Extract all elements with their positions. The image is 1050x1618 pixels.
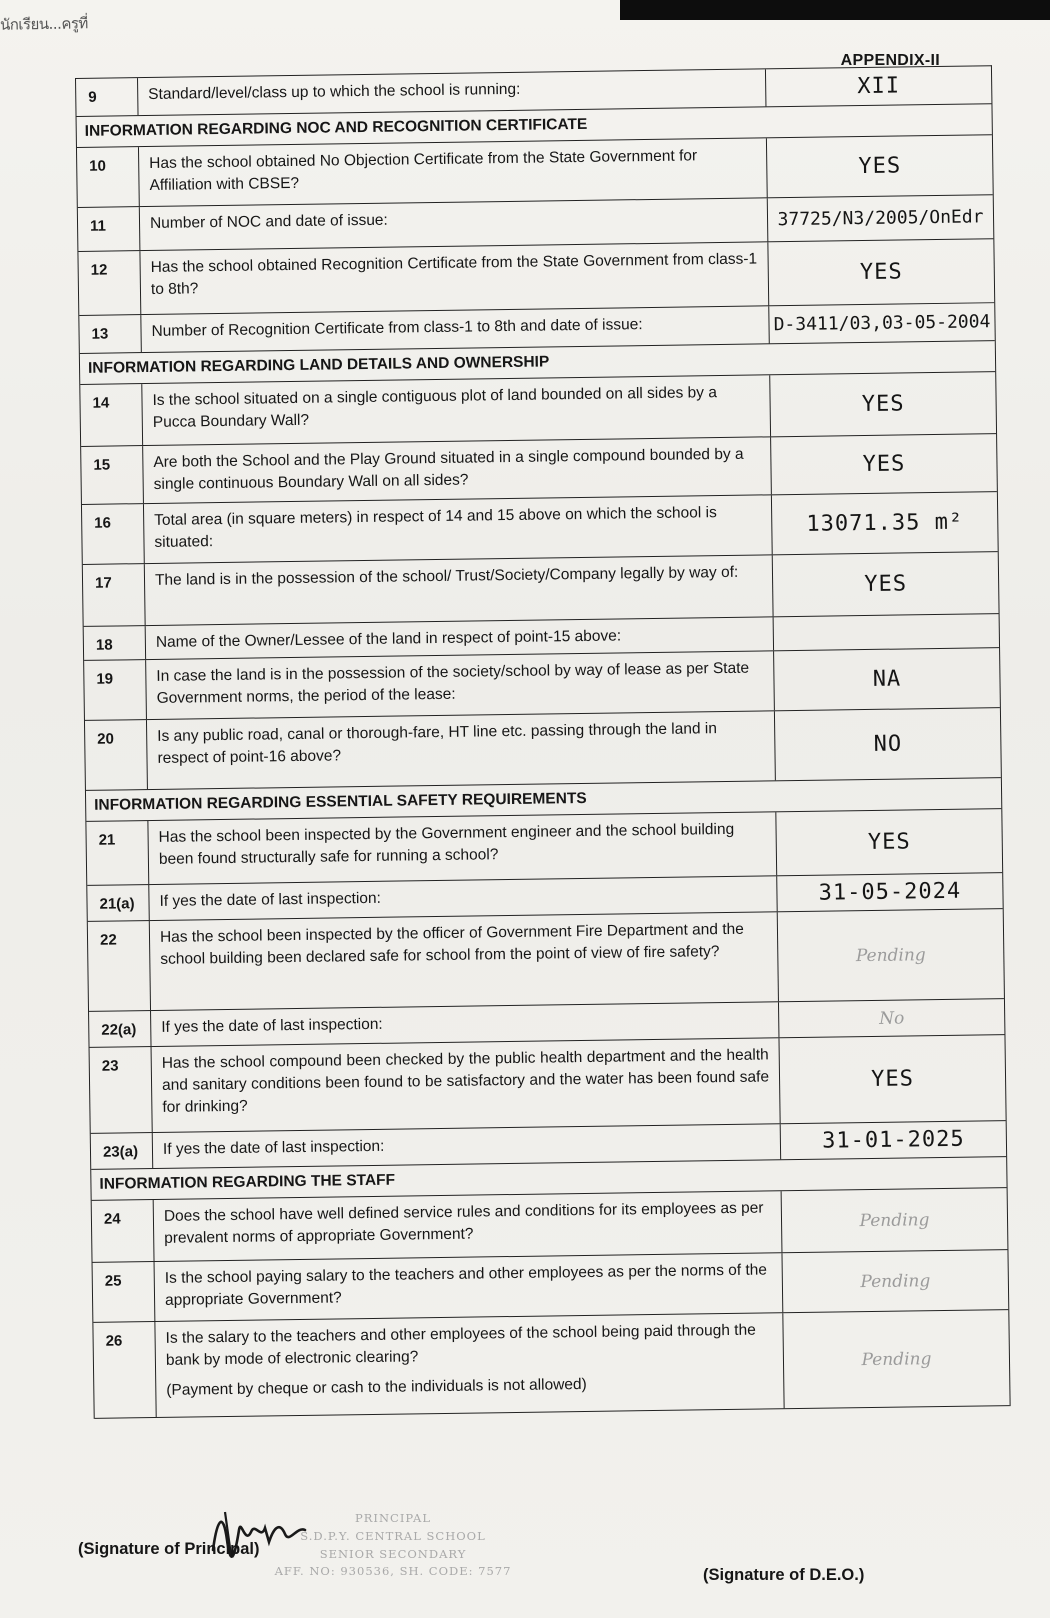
question-text: Is the school situated on a single contiguous plot of land bounded on all sides by a Pucca Boundary Wall?: [152, 384, 717, 431]
answer-cell: [774, 614, 999, 650]
row-number: 16: [82, 504, 145, 564]
stamp-line: SENIOR SECONDARY: [319, 1546, 467, 1561]
question-cell: [148, 812, 777, 884]
row-number: 17: [83, 564, 146, 626]
section-heading: INFORMATION REGARDING ESSENTIAL SAFETY REQUIREMENTS: [86, 778, 1001, 822]
table-row: [90, 1035, 1006, 1134]
question-text: Has the school been inspected by the officer of Government Fire Department and the school building been declared safe for school from the point of view of fire safety?: [159, 920, 744, 968]
answer-cell: Pending: [855, 944, 926, 966]
row-number: 13: [79, 315, 142, 353]
question-text: Has the school obtained No Objection Certificate from the State Government for Affiliation with CBSE?: [149, 147, 698, 194]
question-text: Number of Recognition Certificate from class-1 to 8th and date of issue:: [151, 316, 643, 340]
answer-cell: Pending: [860, 1270, 931, 1292]
answer-cell: NA: [872, 666, 902, 692]
answer-cell: Pending: [861, 1348, 932, 1370]
stamp-line: S.D.P.Y. CENTRAL SCHOOL: [300, 1528, 486, 1543]
section-heading: INFORMATION REGARDING THE STAFF: [91, 1157, 1006, 1201]
answer-cell: YES: [861, 391, 905, 418]
question-cell: [143, 437, 772, 503]
question-text: Total area (in square meters) in respect of 14 and 15 above on which the school is situated:: [154, 504, 717, 551]
question-text: If yes the date of last inspection:: [161, 1015, 383, 1036]
question-cell: [154, 1191, 783, 1261]
question-text: Are both the School and the Play Ground situated in a single compound bounded by a single continuous Boundary Wall on all sides?: [153, 445, 744, 493]
row-number: 19: [84, 660, 147, 720]
question-text: Has the school compound been checked by the public health department and the health and sanitary conditions been found to be satisfactory and the water has been found safe for drinking?: [161, 1046, 770, 1116]
principal-signature-label: (Signature of Principal): [78, 1540, 260, 1558]
table-row: [88, 909, 1004, 1012]
section-heading: INFORMATION REGARDING NOC AND RECOGNITION CERTIFICATE: [77, 104, 992, 148]
row-number: 21: [86, 821, 149, 885]
row-number: 22: [88, 921, 151, 1011]
table-row: [93, 1310, 1009, 1419]
question-cell: [140, 242, 769, 314]
row-number: 12: [78, 251, 141, 315]
answer-cell: 31-01-2025: [822, 1126, 965, 1154]
question-cell: [150, 912, 779, 1010]
row-number: 9: [76, 78, 139, 116]
answer-cell: YES: [867, 829, 911, 856]
question-text: Has the school been inspected by the Government engineer and the school building been found structurally safe for running a school?: [158, 820, 735, 868]
answer-cell: 37725/N3/2005/OnEdr: [777, 206, 984, 231]
row-number: 15: [81, 446, 144, 504]
question-text: The land is in the possession of the school/ Trust/Society/Company legally by way of:: [154, 563, 739, 589]
question-cell: [146, 651, 775, 719]
information-table: [75, 65, 1011, 1419]
row-number: 14: [80, 384, 143, 446]
question-text: Does the school have well defined service rules and conditions for its employees as per prevalent norms of appropriate Government?: [163, 1199, 764, 1247]
answer-cell: YES: [871, 1066, 915, 1092]
row-number: 26: [93, 1322, 156, 1418]
scan-edge-shadow: [620, 0, 1050, 20]
question-text: Is any public road, canal or thorough-fare, HT line etc. passing through the land in respect of point-16 above?: [157, 720, 718, 767]
row-number: 20: [85, 720, 148, 790]
question-text: Is the school paying salary to the teachers and other employees as per the norms of the appropriate Government?: [164, 1261, 768, 1309]
question-cell: [145, 555, 774, 625]
section-heading: INFORMATION REGARDING LAND DETAILS AND OWNERSHIP: [80, 341, 995, 385]
question-cell: [155, 1253, 784, 1321]
answer-cell: XII: [857, 73, 901, 100]
stamp-line: PRINCIPAL: [355, 1511, 431, 1525]
answer-cell: 31-05-2024: [818, 878, 962, 906]
row-number: 25: [93, 1262, 156, 1322]
question-cell: [147, 711, 776, 789]
row-number: 11: [78, 207, 141, 251]
question-cell: [144, 495, 773, 563]
question-text: If yes the date of last inspection:: [162, 1137, 385, 1158]
row-number: 10: [77, 147, 140, 207]
row-number: 18: [84, 626, 146, 660]
question-cell: [139, 138, 768, 206]
row-number: 22(a): [89, 1011, 151, 1047]
row-number: 23(a): [91, 1133, 153, 1169]
answer-cell: 13071.35 m²: [806, 509, 964, 537]
question-note: (Payment by cheque or cash to the individuals is not allowed): [166, 1375, 587, 1399]
row-number: 21(a): [87, 885, 149, 921]
answer-cell: YES: [864, 571, 908, 598]
question-text: Is the salary to the teachers and other employees of the school being paid through the bank by mode of electronic clearing?: [165, 1321, 756, 1369]
corner-handwritten-note: นักเรียน...ครูที่: [0, 14, 89, 34]
question-cell: [142, 375, 771, 445]
question-text: In case the land is in the possession of the society/school by way of lease as per State Government norms, the period of the lease:: [156, 659, 750, 707]
question-text: Has the school obtained Recognition Certificate from the State Government from class-1 to 8th?: [150, 250, 758, 298]
answer-cell: No: [879, 1008, 905, 1029]
appendix-label: APPENDIX-II: [840, 52, 940, 69]
table-row: [85, 708, 1001, 791]
answer-cell: YES: [862, 451, 906, 478]
question-text: Number of NOC and date of issue:: [149, 211, 388, 232]
stamp-line: AFF. NO: 930536, SH. CODE: 7577: [274, 1564, 512, 1579]
question-text: Name of the Owner/Lessee of the land in respect of point-15 above:: [155, 627, 622, 651]
question-text: Standard/level/class up to which the school is running:: [148, 80, 521, 103]
row-number: 23: [90, 1047, 153, 1133]
question-text: If yes the date of last inspection:: [159, 889, 382, 910]
question-cell: [155, 1313, 784, 1417]
question-cell: [152, 1038, 781, 1132]
school-stamp: [268, 1510, 518, 1581]
answer-cell: YES: [859, 259, 903, 286]
answer-cell: D-3411/03,03-05-2004: [773, 311, 991, 336]
deo-signature-label: (Signature of D.E.O.): [703, 1566, 865, 1584]
question-cell: [140, 198, 769, 250]
answer-cell: Pending: [859, 1209, 930, 1231]
answer-cell: NO: [873, 731, 903, 757]
row-number: 24: [92, 1200, 155, 1262]
answer-cell: YES: [858, 153, 902, 180]
